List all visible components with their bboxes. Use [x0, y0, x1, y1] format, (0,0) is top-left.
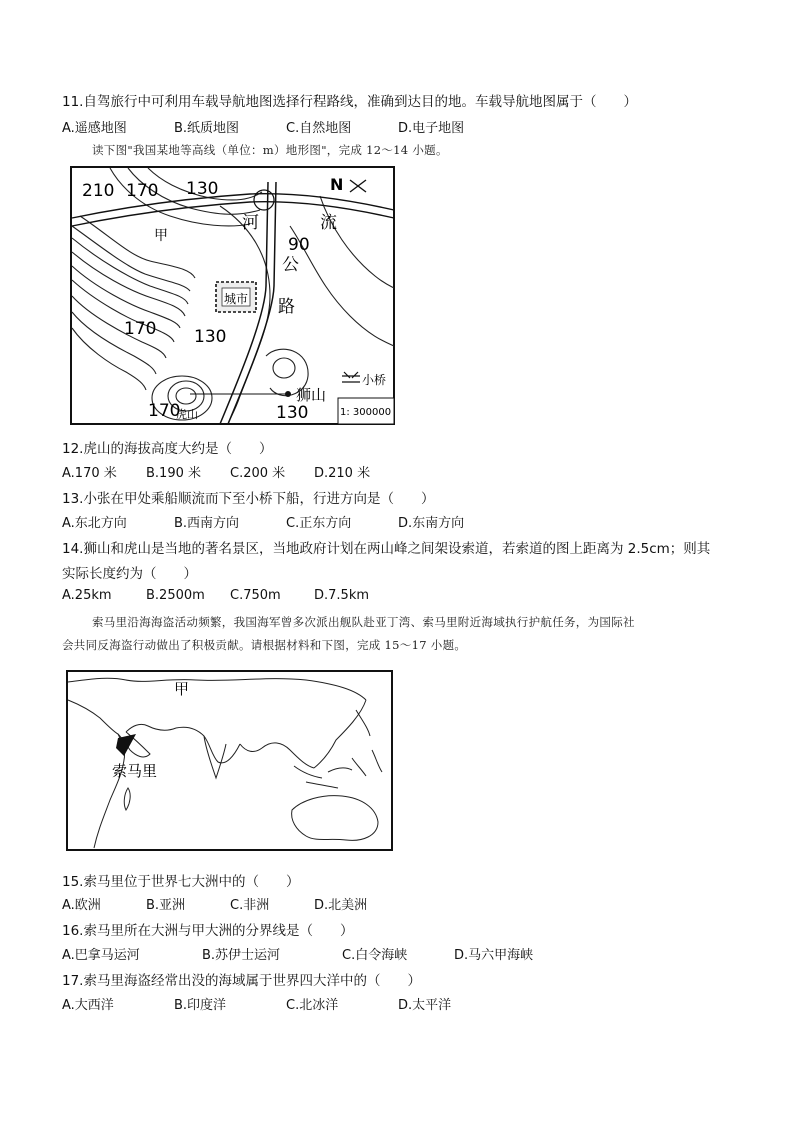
question-11-stem: 11.自驾旅行中可利用车载导航地图选择行程路线，准确到达目的地。车载导航地图属于（ ）	[62, 94, 637, 110]
contour-label-210: 210	[82, 181, 115, 201]
option-c: C.北冰洋	[286, 998, 339, 1013]
somalia-label: 索马里	[112, 762, 158, 780]
option-c: C.正东方向	[286, 516, 352, 531]
city-label: 城市	[224, 292, 249, 306]
intro-15-17-line2: 会共同反海盗行动做出了积极贡献。请根据材料和下图，完成 15～17 小题。	[62, 638, 467, 652]
intro-15-17-line1: 索马里沿海海盗活动频繁，我国海军曾多次派出舰队赴亚丁湾、索马里附近海域执行护航任务，为国际社	[92, 615, 635, 629]
contour-label-170: 170	[126, 181, 159, 201]
question-17-stem: 17.索马里海盗经常出没的海域属于世界四大洋中的（ ）	[62, 973, 421, 989]
option-a: A.欧洲	[62, 898, 101, 913]
world-map	[66, 670, 394, 852]
option-a: A.遥感地图	[62, 121, 127, 136]
jia-continent-label: 甲	[174, 680, 190, 698]
north-label: N	[330, 175, 344, 194]
option-c: C.750m	[230, 588, 281, 603]
question-16-stem: 16.索马里所在大洲与甲大洲的分界线是（ ）	[62, 923, 354, 939]
contour-label-170-west: 170	[124, 319, 157, 339]
contour-map	[70, 166, 396, 426]
option-d: D.北美洲	[314, 898, 368, 913]
option-b: B.亚洲	[146, 898, 186, 913]
question-14-stem-line1: 14.狮山和虎山是当地的著名景区，当地政府计划在两山峰之间架设索道，若索道的图上距离为 2.5cm；则其	[62, 541, 711, 557]
option-d: D.东南方向	[398, 516, 465, 531]
option-d: D.210 米	[314, 466, 371, 481]
river-label-1: 河	[242, 213, 259, 233]
contour-label-130: 130	[186, 179, 219, 199]
option-d: D.电子地图	[398, 121, 465, 136]
option-b: B.纸质地图	[174, 121, 240, 136]
option-c: C.200 米	[230, 466, 286, 481]
question-12-stem: 12.虎山的海拔高度大约是（ ）	[62, 441, 273, 457]
option-b: B.西南方向	[174, 516, 240, 531]
option-b: B.190 米	[146, 466, 201, 481]
question-14-stem-line2: 实际长度约为（ ）	[62, 566, 197, 582]
contour-label-130-city: 130	[194, 327, 227, 347]
option-d: D.太平洋	[398, 998, 452, 1013]
option-b: B.印度洋	[174, 998, 227, 1013]
option-d: D.7.5km	[314, 588, 370, 603]
option-b: B.2500m	[146, 588, 205, 603]
tiger-mountain-label: 虎山	[176, 408, 198, 421]
road-label-2: 路	[278, 297, 295, 317]
option-b: B.苏伊士运河	[202, 948, 281, 963]
lion-mountain-label: 狮山	[296, 386, 327, 404]
jia-label: 甲	[154, 228, 168, 244]
option-a: A.25km	[62, 588, 112, 603]
scale-label: 1: 300000	[340, 407, 392, 418]
option-a: A.大西洋	[62, 998, 114, 1013]
option-a: A.巴拿马运河	[62, 948, 140, 963]
option-a: A.东北方向	[62, 516, 127, 531]
question-15-stem: 15.索马里位于世界七大洲中的（ ）	[62, 874, 300, 890]
question-13-stem: 13.小张在甲处乘船顺流而下至小桥下船，行进方向是（ ）	[62, 491, 435, 507]
contour-label-90: 90	[288, 235, 310, 255]
intro-12-14: 读下图"我国某地等高线（单位：m）地形图"，完成 12～14 小题。	[92, 143, 448, 157]
option-a: A.170 米	[62, 466, 117, 481]
contour-label-130-lion: 130	[276, 403, 309, 423]
contour-label-170-tiger: 170	[148, 401, 181, 421]
bridge-label: 小桥	[362, 373, 387, 387]
option-d: D.马六甲海峡	[454, 948, 534, 963]
road-label-1: 公	[282, 255, 299, 275]
river-label-2: 流	[320, 213, 337, 233]
option-c: C.非洲	[230, 898, 270, 913]
option-c: C.自然地图	[286, 121, 352, 136]
option-c: C.白令海峡	[342, 948, 408, 963]
